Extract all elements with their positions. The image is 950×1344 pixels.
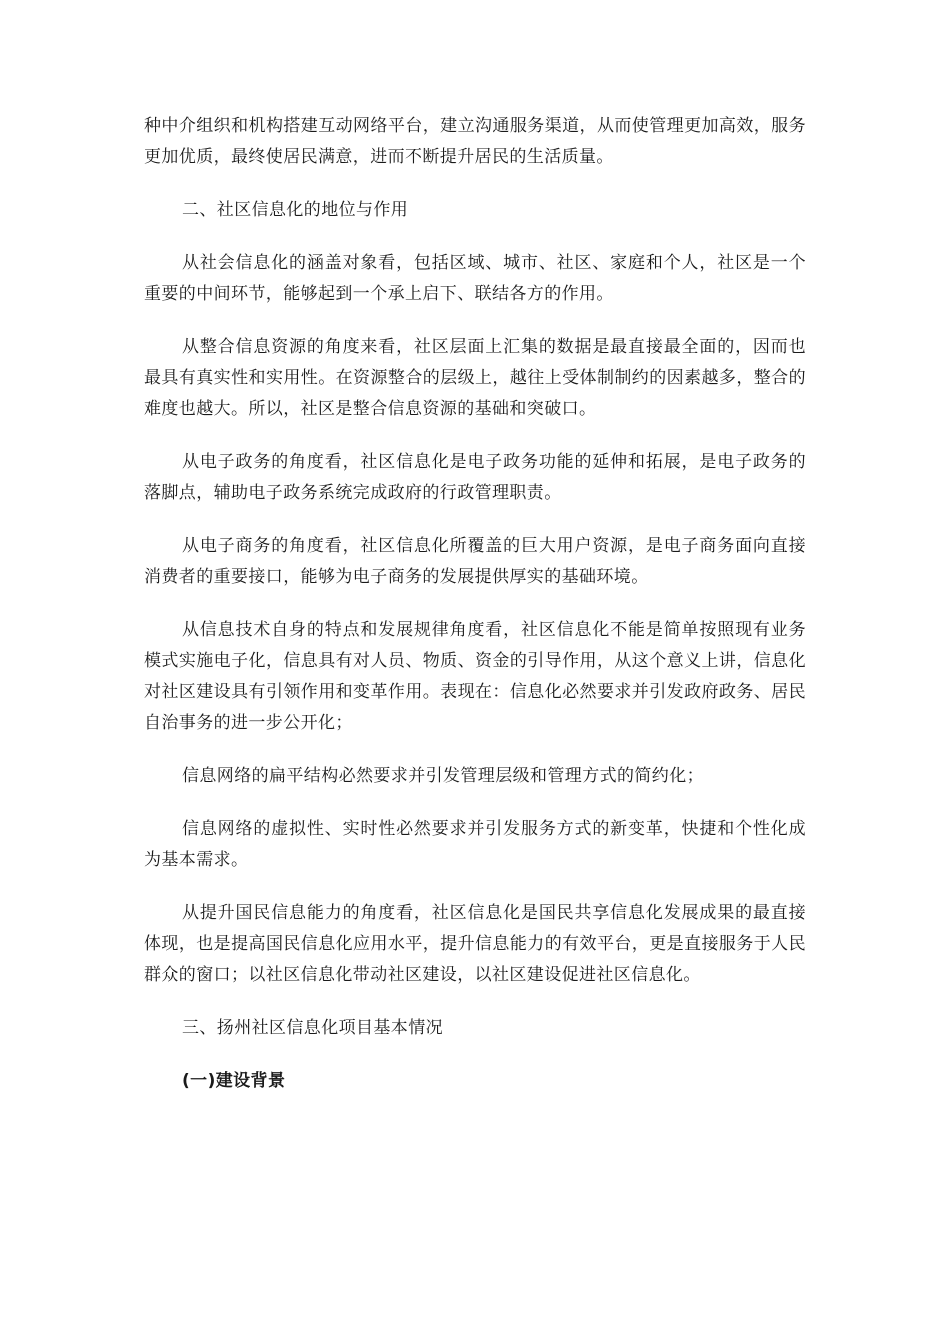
paragraph-continuation: 种中介组织和机构搭建互动网络平台，建立沟通服务渠道，从而使管理更加高效，服务更加优质，最终使居民满意，进而不断提升居民的生活质量。: [144, 116, 806, 167]
paragraph: 信息网络的虚拟性、实时性必然要求并引发服务方式的新变革，快捷和个性化成为基本需求。: [144, 819, 806, 870]
section-heading-2: 二、社区信息化的地位与作用: [182, 200, 409, 220]
document-body: [144, 111, 806, 1097]
paragraph: 从电子商务的角度看，社区信息化所覆盖的巨大用户资源，是电子商务面向直接消费者的重要接口，能够为电子商务的发展提供厚实的基础环境。: [144, 536, 806, 587]
subsection-heading: (一)建设背景: [182, 1071, 286, 1091]
section-heading-3: 三、扬州社区信息化项目基本情况: [182, 1018, 443, 1038]
paragraph: 从电子政务的角度看，社区信息化是电子政务功能的延伸和拓展，是电子政务的落脚点，辅助电子政务系统完成政府的行政管理职责。: [144, 452, 806, 503]
paragraph: 从提升国民信息能力的角度看，社区信息化是国民共享信息化发展成果的最直接体现，也是提高国民信息化应用水平，提升信息能力的有效平台，更是直接服务于人民群众的窗口；以社区信息化带动社区建设，以社区建设促进社区信息化。: [144, 903, 806, 985]
paragraph: 从社会信息化的涵盖对象看，包括区域、城市、社区、家庭和个人，社区是一个重要的中间环节，能够起到一个承上启下、联结各方的作用。: [144, 253, 806, 304]
paragraph: 从整合信息资源的角度来看，社区层面上汇集的数据是最直接最全面的，因而也最具有真实性和实用性。在资源整合的层级上，越往上受体制制约的因素越多，整合的难度也越大。所以，社区是整合信息资源的基础和突破口。: [144, 337, 806, 419]
paragraph: 信息网络的扁平结构必然要求并引发管理层级和管理方式的简约化；: [182, 766, 704, 786]
paragraph: 从信息技术自身的特点和发展规律角度看，社区信息化不能是简单按照现有业务模式实施电子化，信息具有对人员、物质、资金的引导作用，从这个意义上讲，信息化对社区建设具有引领作用和变革作用。表现在：信息化必然要求并引发政府政务、居民自治事务的进一步公开化；: [144, 620, 806, 733]
